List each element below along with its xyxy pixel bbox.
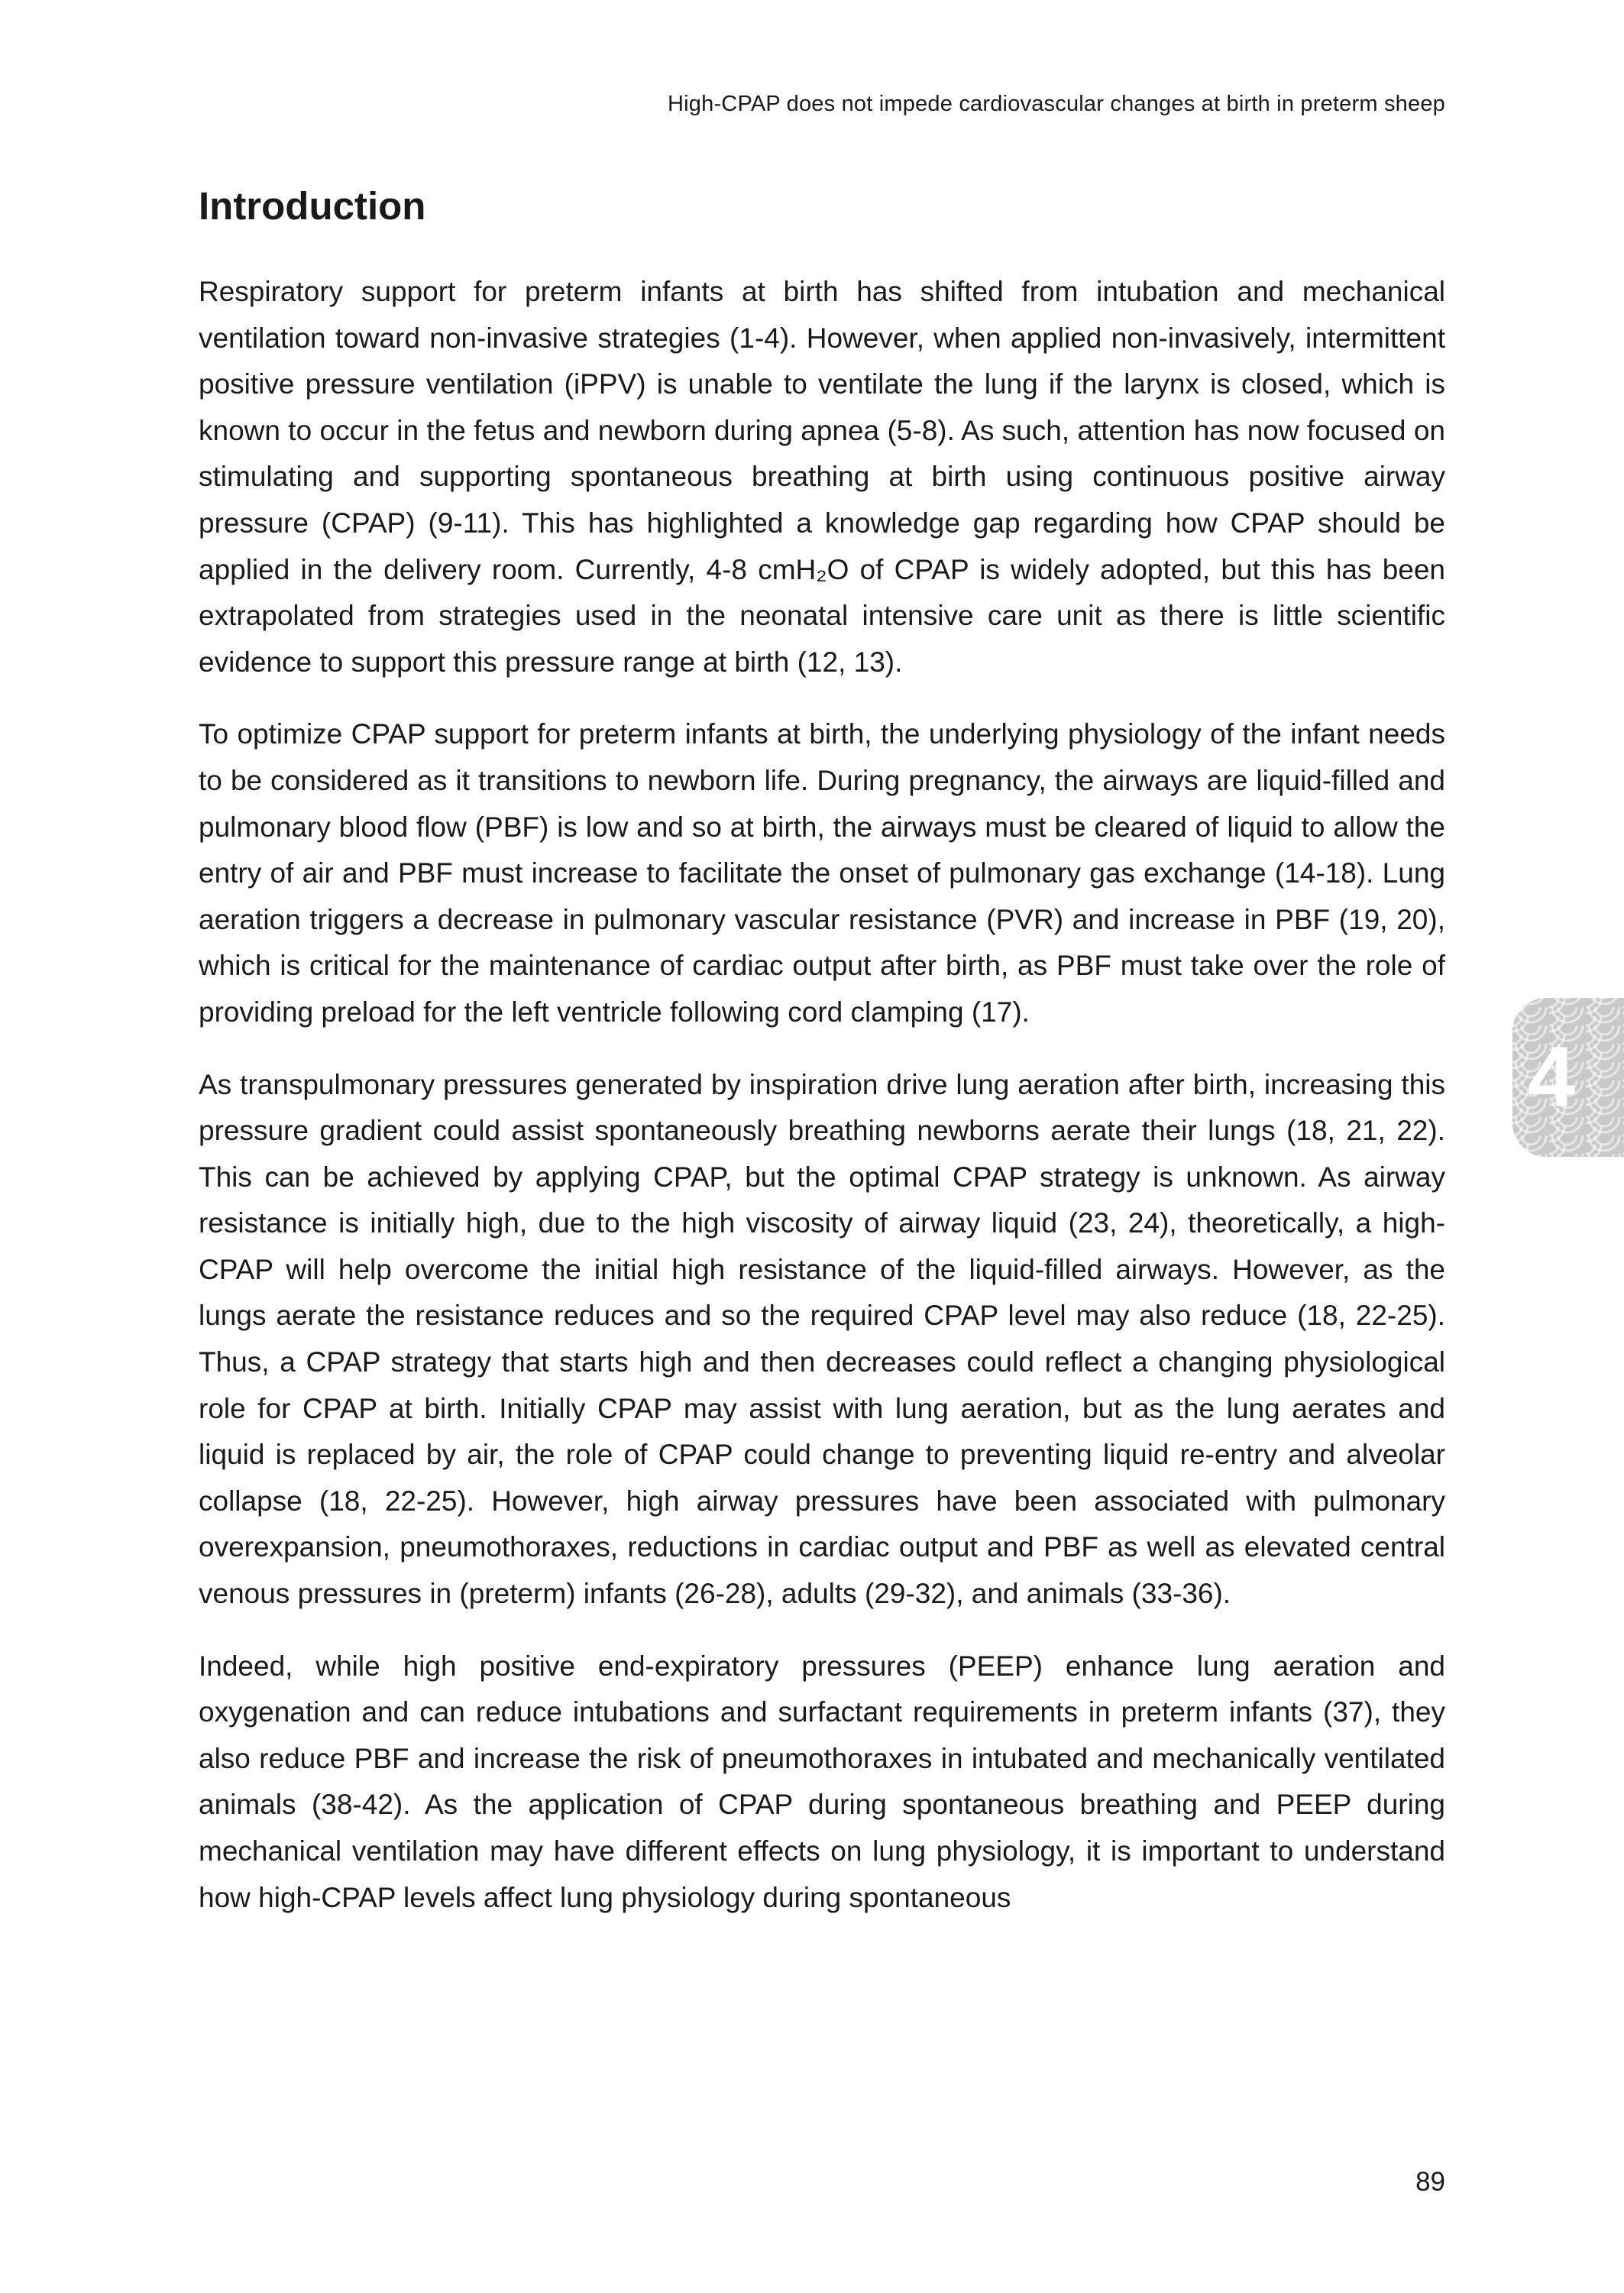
chapter-tab — [1512, 998, 1624, 1157]
paragraph: As transpulmonary pressures generated by inspiration drive lung aeration after birth, increasing this pressure gradient could assist spontaneously breathing newborns aerate their lungs (18, 21, 22). This can be achieved by applying CPAP, but the optimal CPAP strategy is unknown. As airway resistance is initially high, due to the high viscosity of airway liquid (23, 24), theoretically, a high-CPAP will help overcome the initial high resistance of the liquid-filled airways. However, as the lungs aerate the resistance reduces and so the required CPAP level may also reduce (18, 22-25). Thus, a CPAP strategy that starts high and then decreases could reflect a changing physiological role for CPAP at birth. Initially CPAP may assist with lung aeration, but as the lung aerates and liquid is replaced by air, the role of CPAP could change to preventing liquid re-entry and alveolar collapse (18, 22-25). However, high airway pressures have been associated with pulmonary overexpansion, pneumothoraxes, reductions in cardiac output and PBF as well as elevated central venous pressures in (preterm) infants (26-28), adults (29-32), and animals (33-36). — [199, 1068, 1445, 1610]
section-title: Introduction — [199, 184, 426, 228]
body-text — [199, 269, 1445, 1947]
running-header: High-CPAP does not impede cardiovascular changes at birth in preterm sheep — [668, 92, 1445, 116]
chapter-number: 4 — [1528, 1029, 1576, 1125]
paragraph: To optimize CPAP support for preterm infants at birth, the underlying physiology of the infant needs to be considered as it transitions to newborn life. During pregnancy, the airways are liquid-filled and pulmonary blood flow (PBF) is low and so at birth, the airways must be cleared of liquid to allow the entry of air and PBF must increase to facilitate the onset of pulmonary gas exchange (14-18). Lung aeration triggers a decrease in pulmonary vascular resistance (PVR) and increase in PBF (19, 20), which is critical for the maintenance of cardiac output after birth, as PBF must take over the role of providing preload for the left ventricle following cord clamping (17). — [199, 718, 1445, 1028]
paragraph: Indeed, while high positive end-expiratory pressures (PEEP) enhance lung aeration and oxygenation and can reduce intubations and surfactant requirements in preterm infants (37), they also reduce PBF and increase the risk of pneumothoraxes in intubated and mechanically ventilated animals (38-42). As the application of CPAP during spontaneous breathing and PEEP during mechanical ventilation may have different effects on lung physiology, it is important to understand how high-CPAP levels affect lung physiology during spontaneous — [199, 1650, 1445, 1913]
page-number: 89 — [1415, 2167, 1445, 2197]
paragraph: Respiratory support for preterm infants at birth has shifted from intubation and mechanical ventilation toward non-invasive strategies (1-4). However, when applied non-invasively, intermittent positive pressure ventilation (iPPV) is unable to ventilate the lung if the larynx is closed, which is known to occur in the fetus and newborn during apnea (5-8). As such, attention has now focused on stimulating and supporting spontaneous breathing at birth using continuous positive airway pressure (CPAP) (9-11). This has highlighted a knowledge gap regarding how CPAP should be applied in the delivery room. Currently, 4-8 cmH₂O of CPAP is widely adopted, but this has been extrapolated from strategies used in the neonatal intensive care unit as there is little scientific evidence to support this pressure range at birth (12, 13). — [199, 276, 1445, 678]
